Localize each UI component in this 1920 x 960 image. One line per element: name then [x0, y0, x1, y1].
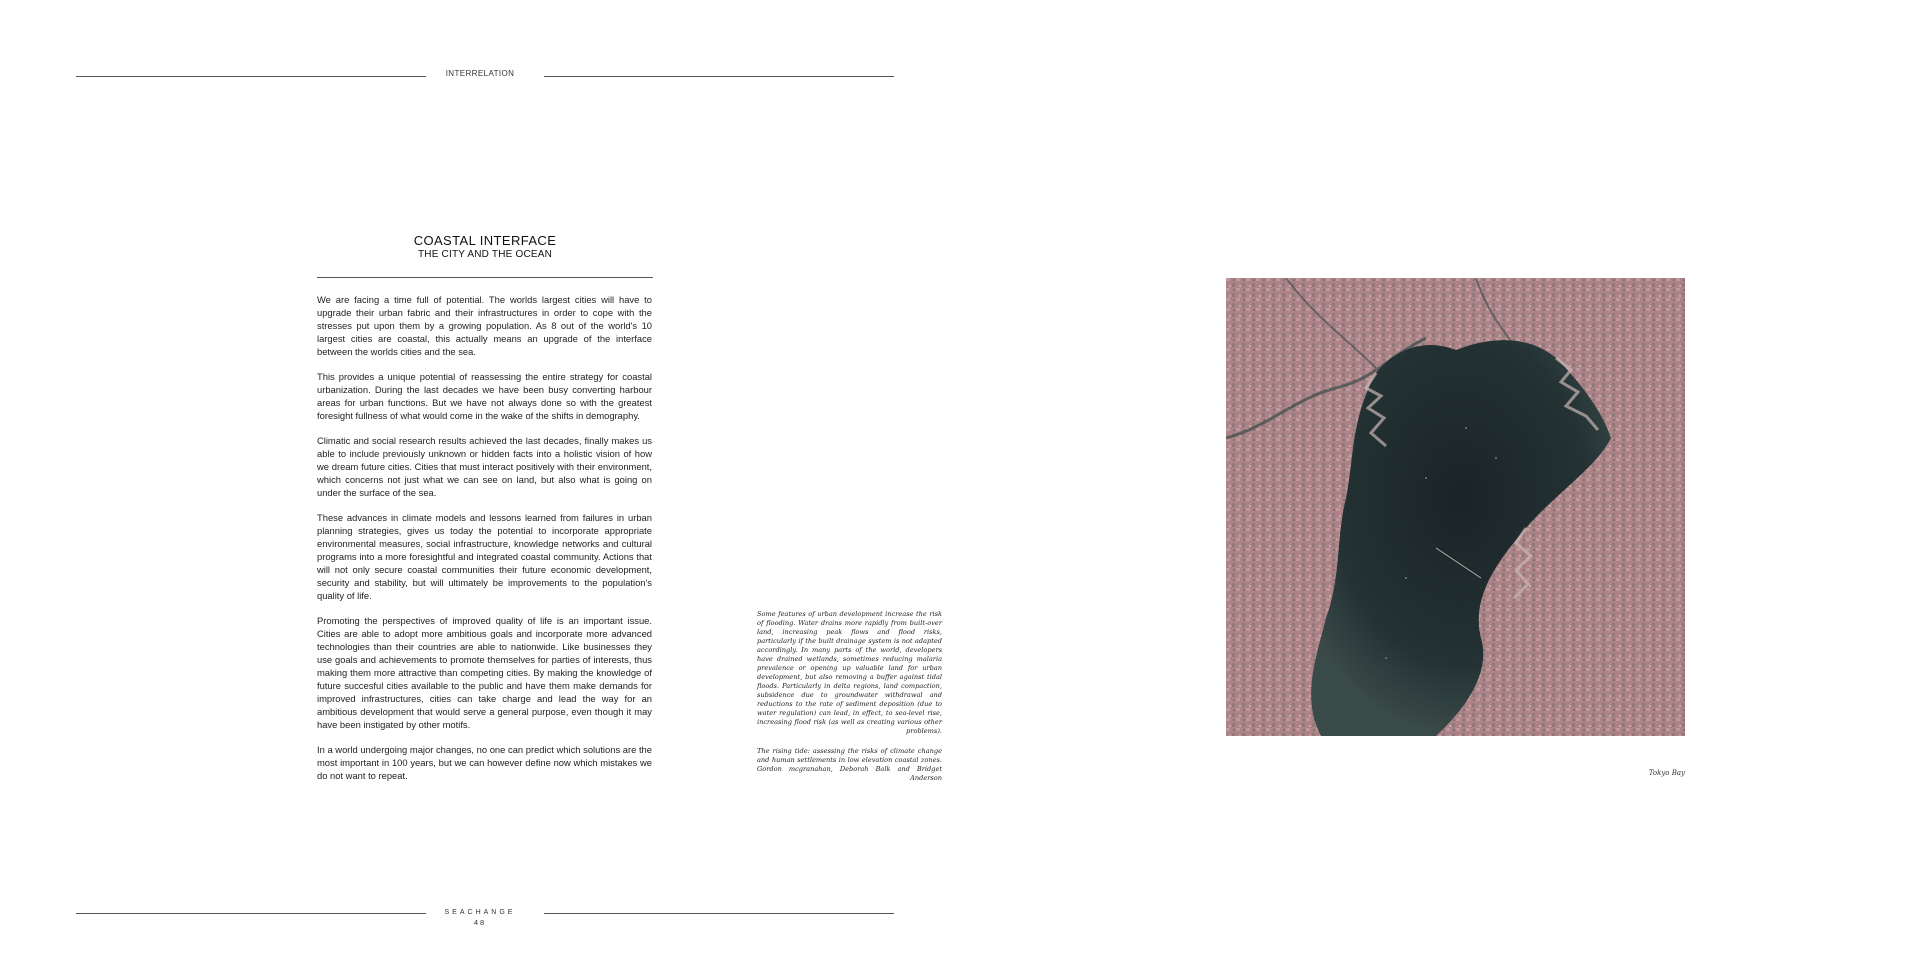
figure-caption: Tokyo Bay — [1648, 769, 1685, 777]
satellite-image — [1226, 278, 1685, 736]
page-number: 48 — [473, 918, 487, 927]
section-label: INTERRELATION — [445, 69, 515, 78]
sidenote-quote: Some features of urban development increase the risk of flooding. Water drains more rapidly from built-over land, increasing peak flows and flood risks, particularly if the built drainage system is not adapted accordingly. In many parts of the world, developers have drained wetlands, sometimes reducing malaria prevalence or opening up valuable land for urban development, but also removing a buffer against tidal floods. Particularly in delta regions, land compaction, subsidence due to groundwater withdrawal and reductions to the rate of sediment deposition (due to water regulation) can lead, in effect, to sea-level rise, increasing flood risk (as well as creating various other problems). — [757, 610, 942, 735]
sidenote-citation: The rising tide: assessing the risks of climate change and human settlements in low elevation coastal zones. Gordon mcgranahan, Deborah Balk and Bridget Anderson — [757, 747, 942, 782]
bay-map-graphic — [1226, 278, 1685, 736]
sidenote — [757, 610, 942, 794]
article-title: COASTAL INTERFACE — [413, 233, 557, 248]
paragraph: This provides a unique potential of reassessing the entire strategy for coastal urbanization. During the last decades we have been busy converting harbour areas for urban functions. But we have not always done so with the greatest foresight fullness of what would come in the wake of the shifts in demography. — [317, 371, 652, 421]
header-rule-right — [544, 76, 894, 77]
paragraph: These advances in climate models and lessons learned from failures in urban planning strategies, gives us today the potential to incorporate appropriate environmental measures, social infrastructure, knowledge networks and cultural programs into a more foresightful and integrated coastal community. Actions that will not only secure coastal communities their future economic development, security and stability, but will ultimately be improvements to the population's quality of life. — [317, 512, 652, 601]
article-subtitle: THE CITY AND THE OCEAN — [417, 249, 553, 260]
footer-rule-left — [76, 913, 426, 914]
paragraph: Promoting the perspectives of improved quality of life is an important issue. Cities are able to adopt more ambitious goals and incorporate more advanced technologies than their countries are able to nationwide. Like businesses they use goals and achievements to promote themselves for parties of interests, thus making them more attractive than competing cities. By making the knowledge of future succesful cities available to the public and have them make demands for improved infrastructures, cities can take charge and lead the way for an ambitious development that would serve a general purpose, even though it may have been instigated by other motifs. — [317, 615, 652, 730]
article-body — [317, 293, 652, 794]
title-divider — [317, 277, 653, 278]
paragraph: Climatic and social research results achieved the last decades, finally makes us able to include previously unknown or hidden facts into a holistic vision of how we dream future cities. Cities that must interact positively with their environment, which concerns not just what we can see on land, but also what is going on under the surface of the sea. — [317, 435, 652, 498]
header-rule-left — [76, 76, 426, 77]
footer-brand: SEACHANGE — [444, 909, 516, 916]
paragraph: We are facing a time full of potential. The worlds largest cities will have to upgrade their urban fabric and their infrastructures in order to cope with the stresses put upon them by a growing population. As 8 out of the world's 10 largest cities are coastal, this actually means an upgrade of the interface between the worlds cities and the sea. — [317, 294, 652, 357]
paragraph: In a world undergoing major changes, no one can predict which solutions are the most important in 100 years, but we can however define now which mistakes we do not want to repeat. — [317, 744, 652, 781]
footer-rule-right — [544, 913, 894, 914]
